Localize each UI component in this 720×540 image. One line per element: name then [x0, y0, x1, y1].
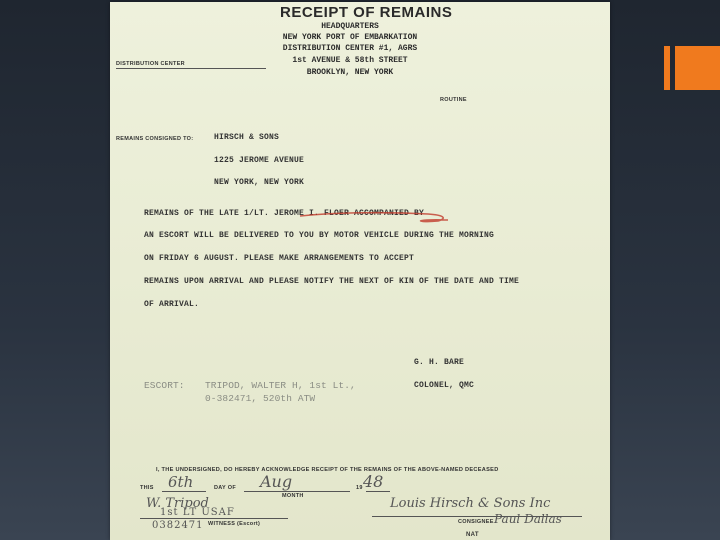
escort-line-2: 0-382471, 520th ATW [205, 393, 316, 404]
escort-line-1: TRIPOD, WALTER H, 1st Lt., [205, 380, 356, 391]
signer-name: G. H. BARE [414, 358, 465, 367]
witness-signature: W. Tripod [146, 496, 209, 511]
year-line [366, 491, 390, 492]
body-line-4: OF ARRIVAL. [144, 300, 200, 309]
body-line-1: AN ESCORT WILL BE DELIVERED TO YOU BY MOTOR VEHICLE DURING THE MORNING [144, 231, 495, 240]
consignee-signature-2: Paul Dallas [494, 512, 562, 526]
header-line-2: DISTRIBUTION CENTER #1, AGRS [282, 44, 418, 53]
consignee-line-1: 1225 JEROME AVENUE [214, 156, 305, 165]
year-value: 48 [363, 472, 384, 491]
witness-line [140, 518, 288, 519]
routine-label: ROUTINE [440, 97, 467, 103]
header-line-1: NEW YORK PORT OF EMBARKATION [282, 33, 418, 42]
consignee-signature: Louis Hirsch & Sons Inc [390, 496, 551, 511]
receipt-document [110, 2, 610, 540]
consignee-line-0: HIRSCH & SONS [214, 133, 280, 142]
day-line [162, 491, 206, 492]
signer-rank: COLONEL, QMC [414, 381, 475, 390]
day-value: 6th [168, 473, 194, 491]
consignee-label: CONSIGNEE [458, 519, 494, 525]
body-line-0: REMAINS OF THE LATE 1/LT. JEROME I. FLOER ACCOMPANIED BY [144, 209, 425, 218]
month-line [244, 491, 350, 492]
red-underline-mark [298, 208, 458, 226]
escort-label: ESCORT: [144, 380, 185, 391]
this-label: THIS [140, 485, 154, 491]
body-line-2: ON FRIDAY 6 AUGUST. PLEASE MAKE ARRANGEMENTS TO ACCEPT [144, 254, 415, 263]
witness-label: WITNESS (Escort) [208, 521, 261, 527]
header-line-3: 1st AVENUE & 58th STREET [292, 56, 408, 65]
document-title: RECEIPT OF REMAINS [280, 4, 453, 21]
witness-rank: 1st LT USAF [160, 507, 235, 518]
distribution-center-label: DISTRIBUTION CENTER [116, 61, 185, 67]
month-label: MONTH [282, 493, 304, 499]
consignee-line-2: NEW YORK, NEW YORK [214, 178, 305, 187]
day-of-label: DAY OF [214, 485, 236, 491]
consigned-label: REMAINS CONSIGNED TO: [116, 136, 194, 142]
witness-number: 0382471 [152, 520, 204, 531]
accent-square [675, 46, 720, 90]
distribution-center-line [116, 68, 266, 69]
body-line-3: REMAINS UPON ARRIVAL AND PLEASE NOTIFY THE NEXT OF KIN OF THE DATE AND TIME [144, 277, 520, 286]
footer-code: NAT [466, 532, 479, 538]
month-value: Aug [260, 472, 293, 491]
acknowledge-text: I, THE UNDERSIGNED, DO HEREBY ACKNOWLEDGE RECEIPT OF THE REMAINS OF THE ABOVE-NAMED DECEASED [156, 467, 499, 473]
year-prefix: 19 [356, 485, 363, 491]
accent-bar [664, 46, 670, 90]
header-line-4: BROOKLYN, NEW YORK [306, 68, 394, 77]
header-line-0: HEADQUARTERS [321, 22, 379, 31]
